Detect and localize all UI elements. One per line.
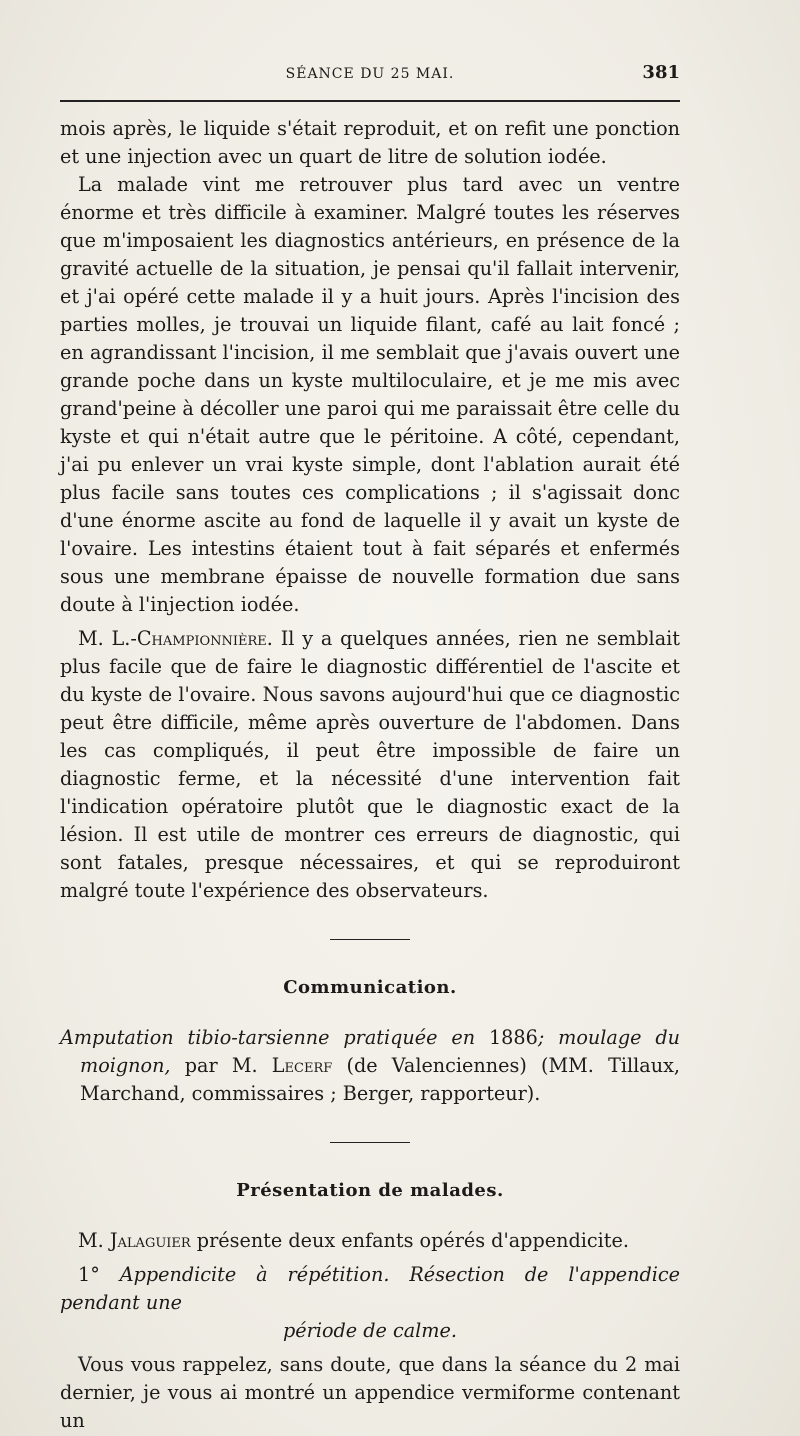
communication-title-part-1: Amputation tibio-tarsienne pratiquée en <box>60 1026 489 1049</box>
speaker-name: M. L.-Championnière. <box>78 627 273 650</box>
section-divider-1 <box>330 939 410 940</box>
presentation-intro-text: présente deux enfants opérés d'appendicite. <box>190 1229 629 1252</box>
header-rule <box>60 100 680 102</box>
presentation-intro <box>60 1227 680 1255</box>
case-number: 1° <box>78 1263 100 1286</box>
case-title-line-2: période de calme. <box>283 1319 457 1342</box>
presentation-heading: Présentation de malades. <box>236 1180 504 1201</box>
communication-year: 1886 <box>488 1026 538 1049</box>
body-text <box>60 115 680 1435</box>
running-header <box>60 62 680 92</box>
communication-heading: Communication. <box>283 977 457 998</box>
case-title-line-1 <box>60 1261 680 1317</box>
speaker-text: Il y a quelques années, rien ne semblait plus facile que de faire le diagnostic différentiel de l'ascite et du kyste de l'ovaire. Nous savons aujourd'hui que ce diagnostic peut être difficile, même après ouverture de l'abdomen. Dans les cas compliqués, il peut être impossible de faire un diagnostic ferme, et la nécessité d'une intervention fait l'indication opératoire plutôt que le diagnostic exact de la lésion. Il est utile de montrer ces erreurs de diagnostic, qui sont fatales, presque nécessaires, et qui se reproduiront malgré toute l'expérience des observateurs. <box>60 627 680 902</box>
paragraph-case-description: La malade vint me retrouver plus tard avec un ventre énorme et très difficile à examiner. Malgré toutes les réserves que m'imposaient les diagnostics antérieurs, en présence de la gravité actuelle de la situation, je pensai qu'il fallait intervenir, et j'ai opéré cette malade il y a huit jours. Après l'incision des parties molles, je trouvai un liquide filant, café au lait foncé ; en agrandissant l'incision, il me semblait que j'avais ouvert une grande poche dans un kyste multiloculaire, et je me mis avec grand'peine à décoller une paroi qui me paraissait être celle du kyste et qui n'était autre que le péritoine. A côté, cependant, j'ai pu enlever un vrai kyste simple, dont l'ablation aurait été plus facile sans toutes ces complications ; il s'agissait donc d'une énorme ascite au fond de laquelle il y avait un kyste de l'ovaire. Les intestins étaient tout à fait séparés et enfermés sous une membrane épaisse de nouvelle formation due sans doute à l'injection iodée. <box>60 173 680 616</box>
paragraph-continuation: mois après, le liquide s'était reproduit, et on refit une ponction et une injection avec un quart de litre de solution iodée. <box>60 117 680 168</box>
communication-title-part-2: ; moulage du moignon, <box>80 1026 680 1077</box>
page-number: 381 <box>642 62 680 83</box>
communication-by: par M. <box>170 1054 272 1077</box>
presenter-name: M. Jalaguier <box>78 1229 191 1252</box>
case-title-part-1: Appendicite à répétition. Résection de l'appendice pendant une <box>60 1263 680 1314</box>
final-paragraph: Vous vous rappelez, sans doute, que dans la séance du 2 mai dernier, je vous ai montré un appendice vermiforme contenant un <box>60 1353 680 1432</box>
header-title: SÉANCE DU 25 MAI. <box>285 66 455 82</box>
communication-author: Lecerf <box>271 1054 333 1077</box>
section-divider-2 <box>330 1142 410 1143</box>
communication-rest: (de Valenciennes) (MM. Tillaux, Marchand, commissaires ; Berger, rapporteur). <box>80 1054 680 1105</box>
communication-entry <box>60 1024 680 1108</box>
paragraph-championniere <box>60 625 680 905</box>
